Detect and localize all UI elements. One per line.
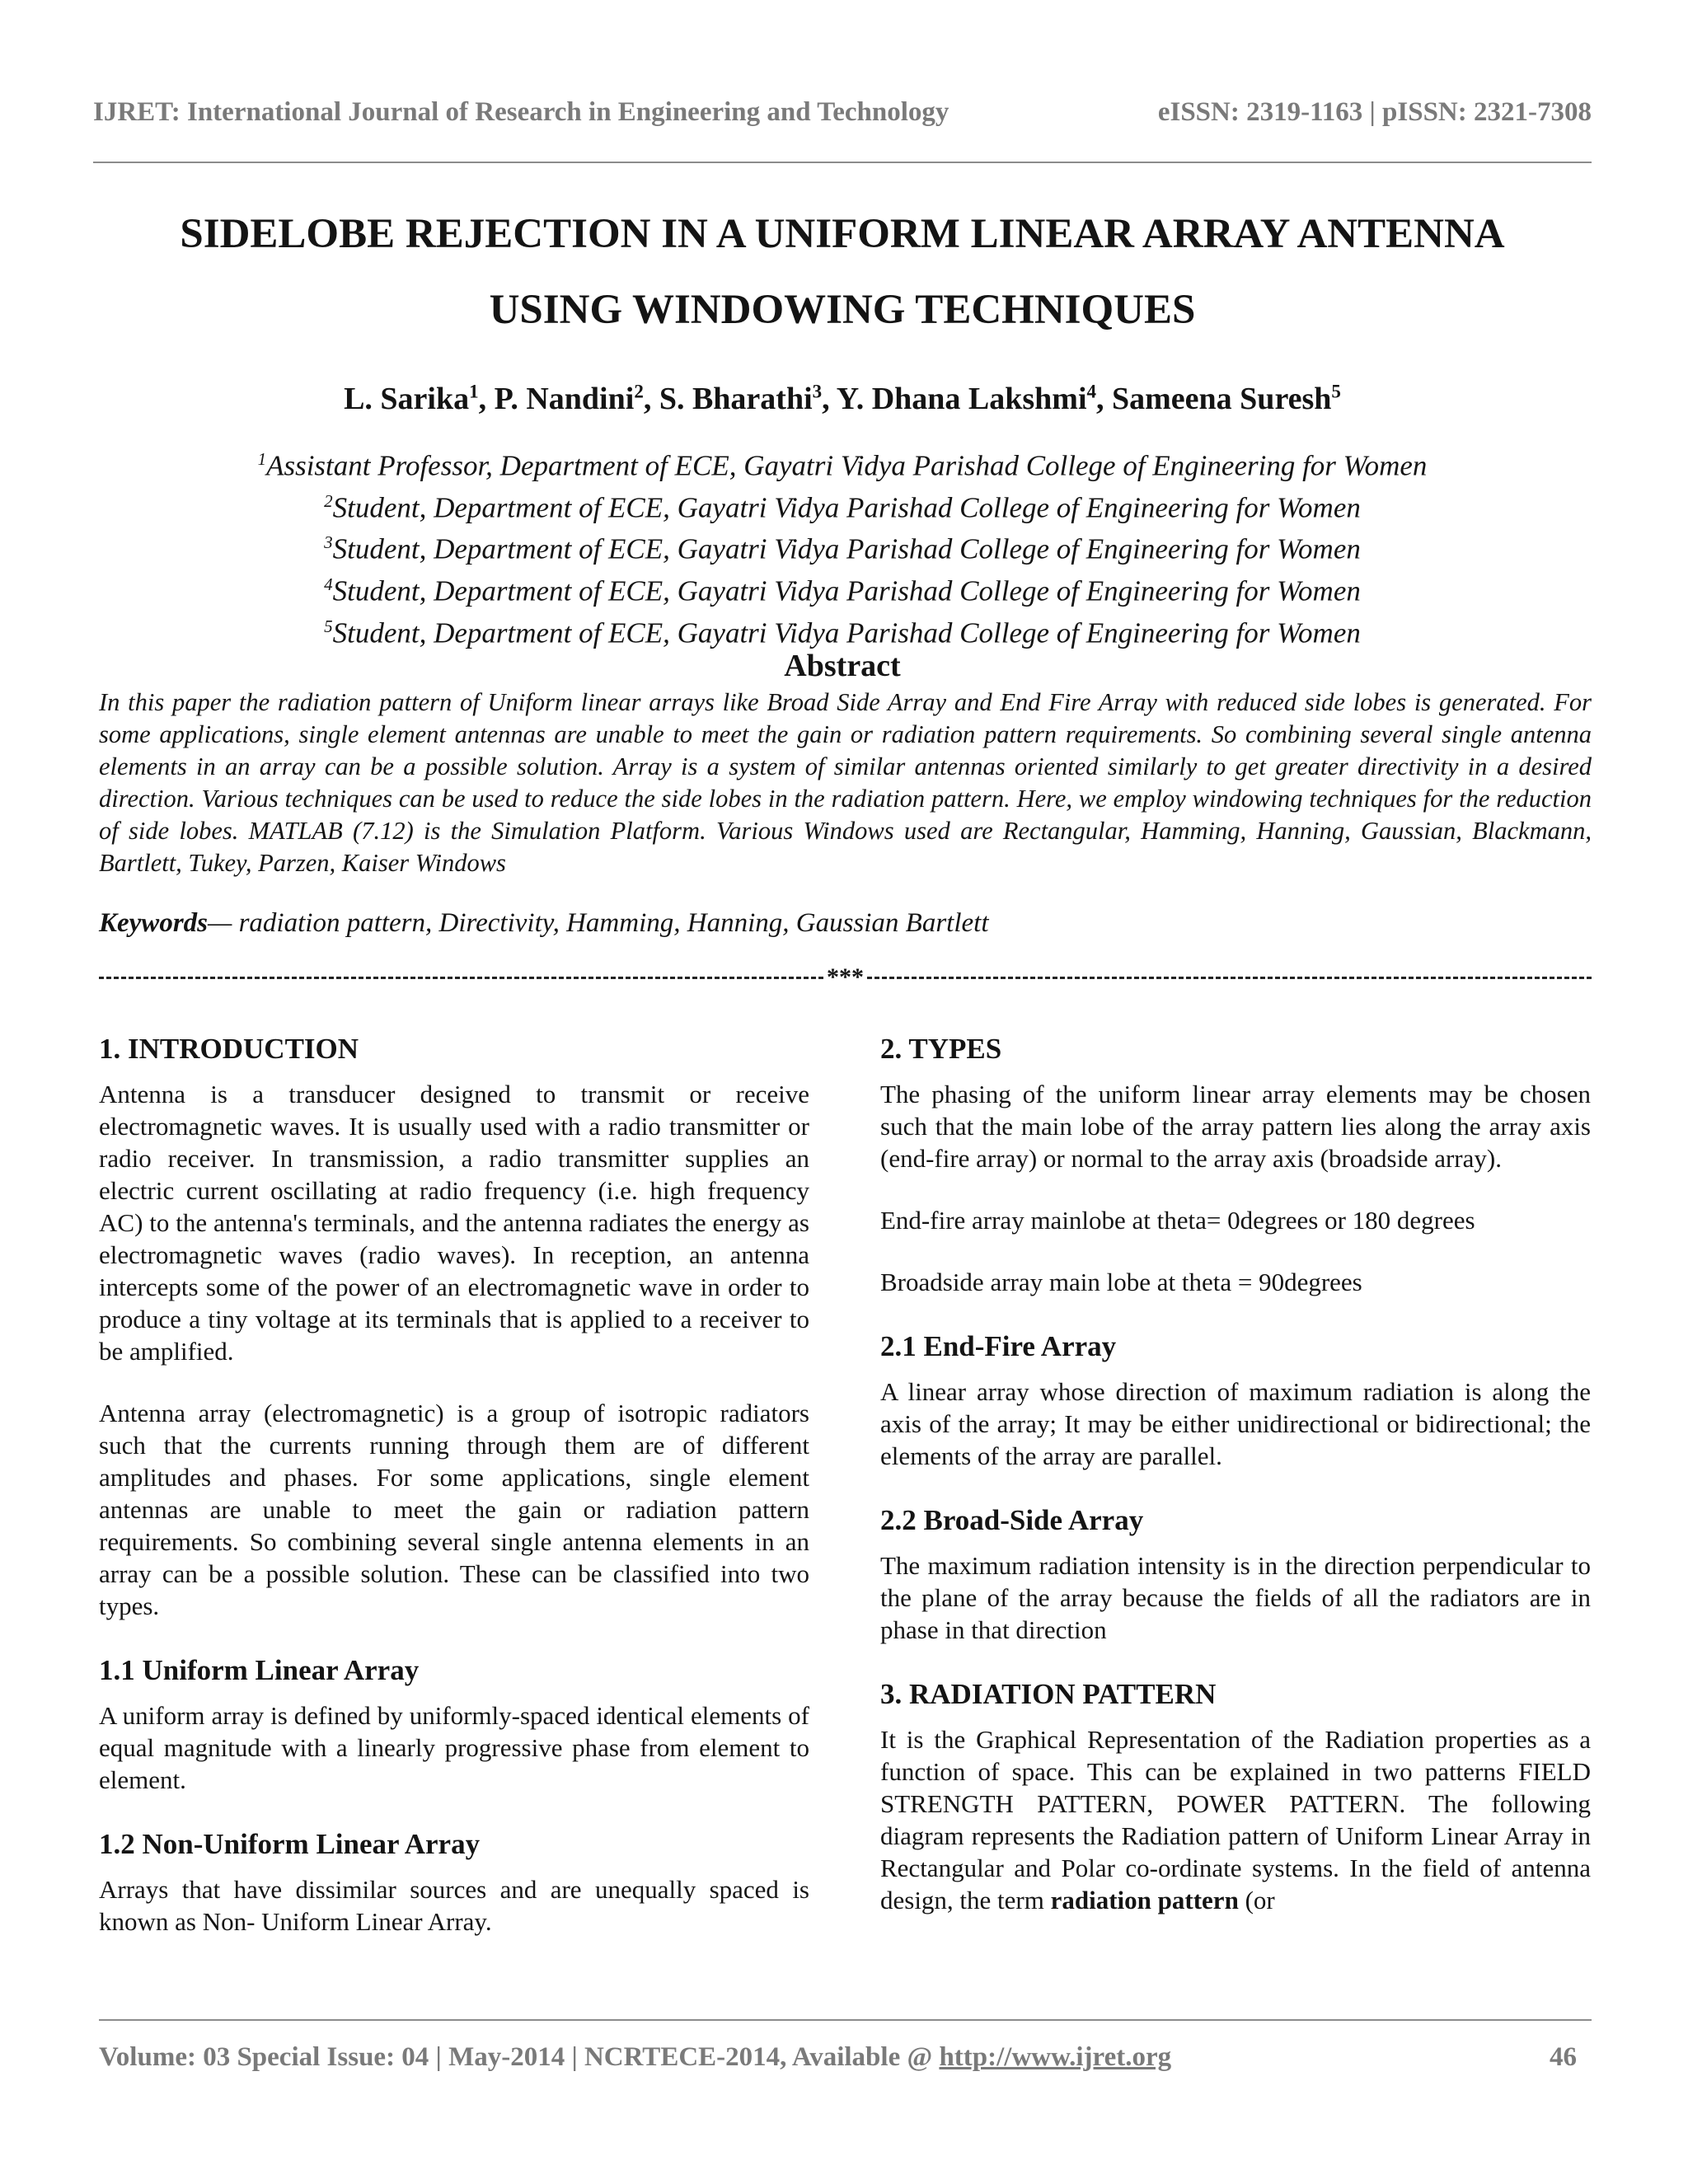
keywords-label: Keywords [99, 908, 208, 938]
section-heading-types: 2. TYPES [880, 1033, 1002, 1065]
bold-term: radiation pattern [1050, 1886, 1239, 1915]
author: P. Nandini [494, 382, 635, 416]
section-heading-radiation-pattern: 3. RADIATION PATTERN [880, 1678, 1217, 1710]
right-column [880, 1030, 1591, 1946]
text-run: (or [1238, 1886, 1275, 1915]
abstract-heading: Abstract [784, 649, 901, 683]
affiliation-text: Assistant Professor, Department of ECE, Gayatri Vidya Parishad College of Engineering for Women [266, 449, 1428, 482]
title-line-1: SIDELOBE REJECTION IN A UNIFORM LINEAR ARRAY ANTENNA [180, 211, 1505, 257]
paragraph: Antenna array (electromagnetic) is a group of isotropic radiators such that the currents running through them are of different amplitudes and phases. For some applications, single element antennas are unable to meet the gain or radiation pattern requirements. So combining several single antenna elements in an array can be a possible solution. These can be classified into two types. [99, 1399, 809, 1620]
text-run: It is the Graphical Representation of the Radiation properties as a function of space. This can be explained in two patterns FIELD STRENGTH PATTERN, POWER PATTERN. The following diagram represents the Radiation pattern of Uniform Linear Array in Rectangular and Polar co-ordinate systems. In the field of antenna design, the term [880, 1725, 1591, 1915]
affiliation-text: Student, Department of ECE, Gayatri Vidya Parishad College of Engineering for Women [332, 574, 1361, 607]
header-rule [93, 162, 1592, 163]
affiliation [93, 442, 1592, 484]
paragraph: Broadside array main lobe at theta = 90degrees [880, 1268, 1362, 1296]
affiliation [93, 484, 1592, 526]
paragraph: End-fire array mainlobe at theta= 0degrees or 180 degrees [880, 1206, 1475, 1235]
subsection-heading-non-uniform-linear-array: 1.2 Non-Uniform Linear Array [99, 1828, 481, 1860]
author-sup: 2 [634, 381, 644, 402]
citation-text: Volume: 03 Special Issue: 04 | May-2014 | NCRTECE-2014, Available @ [99, 2042, 940, 2072]
paper-title [93, 196, 1592, 348]
footer-citation [99, 2042, 1171, 2073]
abstract-text: In this paper the radiation pattern of Uniform linear arrays like Broad Side Array and End Fire Array with reduced side lobes is generated. For some applications, single element antennas are unable to meet the gain or radiation pattern requirements. So combining several single antenna elements in an array can be a possible solution. Array is a system of similar antennas oriented similarly to get greater directivity in a desired direction. Various techniques can be used to reduce the side lobes in the radiation pattern. Here, we employ windowing techniques for the reduction of side lobes. MATLAB (7.12) is the Simulation Platform. Various Windows used are Rectangular, Hamming, Hanning, Gaussian, Blackmann, Bartlett, Tukey, Parzen, Kaiser Windows [99, 688, 1592, 877]
author: Y. Dhana Lakshmi [836, 382, 1087, 416]
journal-url-link[interactable]: http://www.ijret.org [939, 2042, 1172, 2072]
affiliation-sup: 4 [324, 574, 333, 594]
keywords-text: — radiation pattern, Directivity, Hamming, Hanning, Gaussian Bartlett [208, 908, 989, 938]
paragraph: The phasing of the uniform linear array elements may be chosen such that the main lobe of the array pattern lies along the array axis (end-fire array) or normal to the array axis (broadside array). [880, 1080, 1591, 1173]
author: Sameena Suresh [1112, 382, 1332, 416]
paragraph-radiation [880, 1723, 1591, 1916]
journal-name: IJRET: International Journal of Research in Engineering and Technology [93, 97, 950, 127]
author-sup: 1 [469, 381, 479, 402]
affiliation [93, 525, 1592, 567]
affiliation-sup: 2 [324, 490, 333, 511]
running-header [93, 97, 1592, 128]
affiliation-list [93, 442, 1592, 650]
paragraph: Arrays that have dissimilar sources and are unequally spaced is known as Non- Uniform Linear Array. [99, 1875, 809, 1936]
paragraph: A linear array whose direction of maximum radiation is along the axis of the array; It may be either unidirectional or bidirectional; the elements of the array are parallel. [880, 1377, 1591, 1470]
affiliation [93, 609, 1592, 651]
divider-dash-left [99, 977, 823, 979]
author: L. Sarika [344, 382, 470, 416]
author-sup: 4 [1086, 381, 1097, 402]
subsection-heading-uniform-linear-array: 1.1 Uniform Linear Array [99, 1654, 420, 1686]
paragraph: A uniform array is defined by uniformly-spaced identical elements of equal magnitude with a linearly progressive phase from element to element. [99, 1701, 809, 1794]
section-heading-introduction: 1. INTRODUCTION [99, 1033, 359, 1065]
page-number: 46 [1550, 2042, 1577, 2072]
section-divider [99, 961, 1592, 994]
author-list: L. Sarika$^1$, P. Nandini$^2$, S. Bharathi$^3$, Y. Dhana Lakshmi$^4$, Sameena Suresh$^5$ [344, 381, 1341, 416]
issn: eISSN: 2319-1163 | pISSN: 2321-7308 [1157, 97, 1592, 127]
paragraph: The maximum radiation intensity is in the direction perpendicular to the plane of the array because the fields of all the radiators are in phase in that direction [880, 1551, 1591, 1644]
footer [99, 2042, 1577, 2073]
affiliation [93, 567, 1592, 609]
affiliation-text: Student, Department of ECE, Gayatri Vidya Parishad College of Engineering for Women [332, 532, 1361, 565]
left-column [99, 1030, 809, 1967]
affiliation-text: Student, Department of ECE, Gayatri Vidya Parishad College of Engineering for Women [332, 616, 1361, 649]
subsection-heading-broad-side-array: 2.2 Broad-Side Array [880, 1504, 1144, 1536]
affiliation-sup: 3 [324, 532, 333, 553]
subsection-heading-end-fire-array: 2.1 End-Fire Array [880, 1330, 1117, 1362]
author-sup: 5 [1331, 381, 1341, 402]
author: S. Bharathi [659, 382, 813, 416]
footer-rule [99, 2019, 1592, 2021]
divider-dash-right [867, 977, 1592, 979]
affiliation-sup: 5 [324, 616, 333, 636]
keywords [99, 908, 1592, 939]
divider-mark: *** [827, 963, 864, 991]
author-sup: 3 [812, 381, 823, 402]
affiliation-text: Student, Department of ECE, Gayatri Vidya Parishad College of Engineering for Women [332, 491, 1361, 524]
affiliation-sup: 1 [257, 449, 267, 469]
title-line-2: USING WINDOWING TECHNIQUES [489, 287, 1196, 333]
paragraph: Antenna is a transducer designed to transmit or receive electromagnetic waves. It is usually used with a radio transmitter or radio receiver. In transmission, a radio transmitter supplies an electric current oscillating at radio frequency (i.e. high frequency AC) to the antenna's terminals, and the antenna radiates the energy as electromagnetic waves (radio waves). In reception, an antenna intercepts some of the power of an electromagnetic wave in order to produce a tiny voltage at its terminals that is applied to a receiver to be amplified. [99, 1080, 809, 1366]
